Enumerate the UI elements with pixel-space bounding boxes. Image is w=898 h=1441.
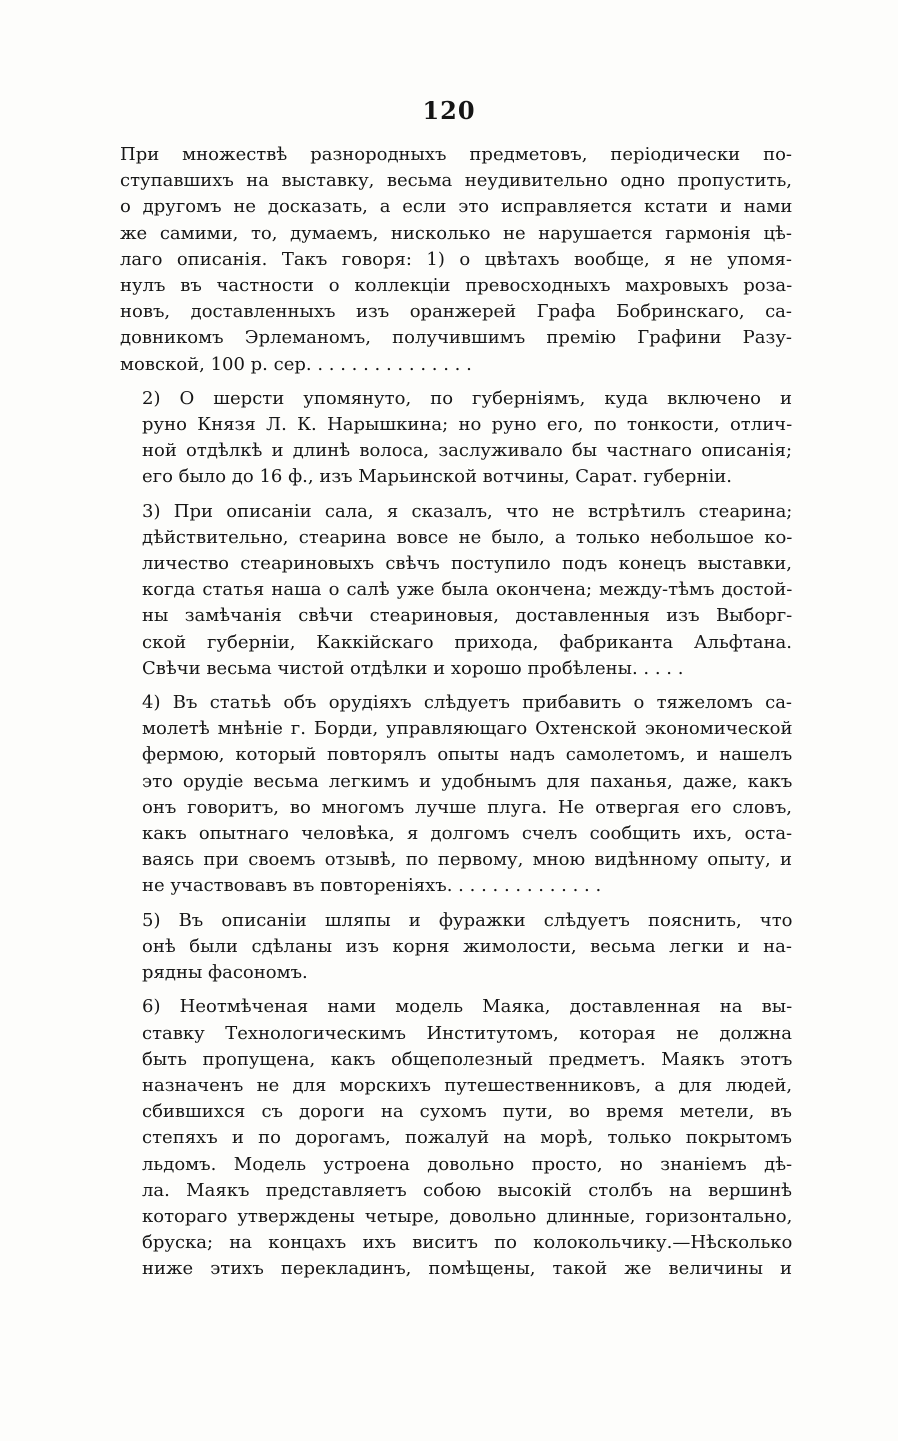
paragraph-2	[120, 386, 792, 491]
text-line: ваясь при своемъ отзывѣ, по первому, мною видѣнному опыту, и	[142, 849, 792, 871]
body-text	[120, 142, 792, 1291]
text-line: ла. Маякъ представляетъ собою высокій столбъ на вершинѣ	[142, 1179, 793, 1201]
text-line: ной отдѣлкѣ и длинѣ волоса, заслуживало бы частнаго описанія;	[142, 440, 793, 462]
text-line: молетѣ мнѣніе г. Борди, управляющаго Охтенской экономической	[142, 718, 793, 740]
text-line: назначенъ не для морскихъ путешественниковъ, а для людей,	[142, 1074, 793, 1096]
text-line: довникомъ Эрлеманомъ, получившимъ премію Графини Разу-	[120, 327, 792, 349]
text-line: ступавшихъ на выставку, весьма неудивительно одно пропустить,	[120, 170, 792, 192]
text-line: ской губерніи, Каккійскаго прихода, фабриканта Альфтана.	[142, 631, 792, 653]
text-line: это орудіе весьма легкимъ и удобнымъ для паханья, даже, какъ	[142, 770, 793, 792]
text-line: 4) Въ статьѣ объ орудіяхъ слѣдуетъ прибавить о тяжеломъ са-	[142, 692, 793, 714]
text-line: 6) Неотмѣченая нами модель Маяка, доставленная на вы-	[142, 996, 793, 1018]
text-line: онъ говоритъ, во многомъ лучше плуга. Не отвергая его словъ,	[142, 796, 792, 818]
text-line: степяхъ и по дорогамъ, пожалуй на морѣ, только покрытомъ	[142, 1127, 792, 1149]
text-line: о другомъ не досказать, а если это исправляется кстати и нами	[120, 196, 793, 218]
paragraph-1	[120, 142, 792, 378]
text-line: котораго утверждены четыре, довольно длинные, горизонтально,	[142, 1205, 793, 1227]
text-line: бруска; на концахъ ихъ виситъ по колокольчику.—Нѣсколько	[142, 1232, 793, 1254]
text-line: фермою, который повторялъ опыты надъ самолетомъ, и нашелъ	[142, 744, 793, 766]
text-line: ставку Технологическимъ Институтомъ, которая не должна	[142, 1022, 792, 1044]
text-line: сбившихся съ дороги на сухомъ пути, во время метели, въ	[142, 1101, 792, 1123]
text-line: же самими, то, думаемъ, нисколько не нарушается гармонія цѣ-	[120, 222, 792, 244]
text-line: 5) Въ описаніи шляпы и фуражки слѣдуетъ пояснить, что	[142, 909, 793, 931]
text-line: льдомъ. Модель устроена довольно просто, но знаніемъ дѣ-	[142, 1153, 793, 1175]
page-number: 120	[422, 96, 476, 125]
text-line: какъ опытнаго человѣка, я долгомъ счелъ сообщить ихъ, оста-	[142, 823, 793, 845]
text-line: 3) При описаніи сала, я сказалъ, что не встрѣтилъ стеарина;	[142, 500, 793, 522]
text-line: когда статья наша о салѣ уже была окончена; между-тѣмъ достой-	[142, 579, 793, 601]
paragraph-5	[120, 908, 792, 987]
text-line: не участвовавъ въ повтореніяхъ. . . . . . . . . . . . . .	[142, 875, 602, 897]
text-line: личество стеариновыхъ свѣчъ поступило подъ конецъ выставки,	[142, 553, 792, 575]
text-line: 2) О шерсти упомянуто, по губерніямъ, куда включено и	[142, 387, 792, 409]
text-line: мовской, 100 р. сер. . . . . . . . . . . . . . .	[120, 353, 472, 375]
paragraph-4	[120, 690, 792, 900]
text-line: быть пропущена, какъ общеполезный предметъ. Маякъ этотъ	[142, 1048, 793, 1070]
text-line: онѣ были сдѣланы изъ корня жимолости, весьма легки и на-	[142, 935, 792, 957]
text-line: руно Князя Л. К. Нарышкина; но руно его, по тонкости, отлич-	[142, 414, 793, 436]
text-line: Свѣчи весьма чистой отдѣлки и хорошо пробѣлены. . . . .	[142, 657, 684, 679]
paragraph-3	[120, 499, 792, 682]
text-line: ны замѣчанія свѣчи стеариновыя, доставленныя изъ Выборг-	[142, 605, 793, 627]
text-line: рядны фасономъ.	[142, 962, 308, 984]
text-line: дѣйствительно, стеарина вовсе не было, а только небольшое ко-	[142, 526, 793, 548]
text-line: ниже этихъ перекладинъ, помѣщены, такой же величины и	[142, 1258, 792, 1280]
text-line: его было до 16 ф., изъ Марьинской вотчины, Сарат. губерніи.	[142, 466, 732, 488]
text-line: лаго описанія. Такъ говоря: 1) о цвѣтахъ вообще, я не упомя-	[120, 248, 792, 270]
text-line: нулъ въ частности о коллекціи превосходныхъ махровыхъ роза-	[120, 275, 793, 297]
paragraph-6	[120, 994, 792, 1282]
text-line: новъ, доставленныхъ изъ оранжерей Графа Бобринскаго, са-	[120, 301, 792, 323]
text-line: При множествѣ разнородныхъ предметовъ, періодически по-	[120, 144, 792, 165]
